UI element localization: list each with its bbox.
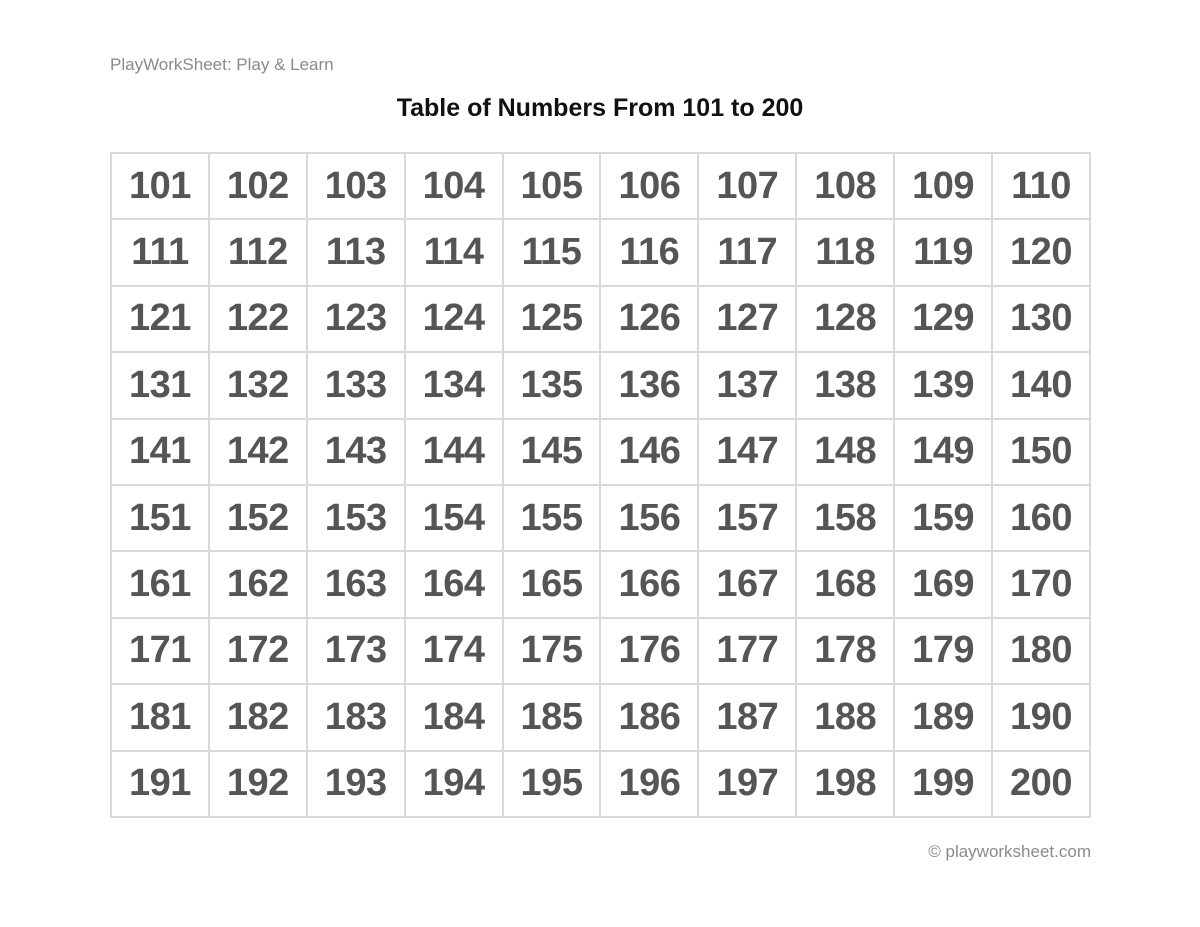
number-cell: 153 [307,485,405,551]
number-cell: 120 [992,219,1090,285]
number-cell: 195 [503,751,601,817]
number-cell: 130 [992,286,1090,352]
number-cell: 190 [992,684,1090,750]
number-cell: 132 [209,352,307,418]
number-cell: 181 [111,684,209,750]
number-cell: 114 [405,219,503,285]
number-cell: 194 [405,751,503,817]
number-cell: 171 [111,618,209,684]
number-cell: 145 [503,419,601,485]
number-cell: 122 [209,286,307,352]
number-cell: 154 [405,485,503,551]
number-cell: 146 [600,419,698,485]
number-cell: 193 [307,751,405,817]
number-cell: 150 [992,419,1090,485]
number-cell: 123 [307,286,405,352]
table-row [111,352,1090,418]
number-cell: 105 [503,153,601,219]
number-cell: 140 [992,352,1090,418]
number-cell: 129 [894,286,992,352]
number-cell: 156 [600,485,698,551]
number-cell: 137 [698,352,796,418]
number-cell: 108 [796,153,894,219]
number-cell: 196 [600,751,698,817]
number-cell: 107 [698,153,796,219]
numbers-table [110,152,1091,818]
number-cell: 183 [307,684,405,750]
number-cell: 200 [992,751,1090,817]
number-cell: 119 [894,219,992,285]
number-cell: 179 [894,618,992,684]
number-cell: 164 [405,551,503,617]
number-cell: 172 [209,618,307,684]
number-cell: 112 [209,219,307,285]
number-cell: 118 [796,219,894,285]
number-cell: 182 [209,684,307,750]
number-cell: 152 [209,485,307,551]
number-cell: 115 [503,219,601,285]
number-cell: 126 [600,286,698,352]
table-row [111,419,1090,485]
number-cell: 142 [209,419,307,485]
number-cell: 175 [503,618,601,684]
number-cell: 162 [209,551,307,617]
number-cell: 125 [503,286,601,352]
number-cell: 177 [698,618,796,684]
numbers-table-body [111,153,1090,817]
table-row [111,153,1090,219]
number-cell: 178 [796,618,894,684]
number-cell: 191 [111,751,209,817]
number-cell: 128 [796,286,894,352]
table-row [111,219,1090,285]
number-cell: 165 [503,551,601,617]
number-cell: 185 [503,684,601,750]
number-cell: 184 [405,684,503,750]
number-cell: 180 [992,618,1090,684]
number-cell: 133 [307,352,405,418]
table-row [111,485,1090,551]
table-row [111,551,1090,617]
number-cell: 174 [405,618,503,684]
number-cell: 141 [111,419,209,485]
number-cell: 106 [600,153,698,219]
number-cell: 188 [796,684,894,750]
number-cell: 116 [600,219,698,285]
copyright-footer: © playworksheet.com [928,842,1091,861]
number-cell: 103 [307,153,405,219]
number-cell: 197 [698,751,796,817]
page-title: Table of Numbers From 101 to 200 [396,94,804,122]
number-cell: 189 [894,684,992,750]
number-cell: 148 [796,419,894,485]
number-cell: 109 [894,153,992,219]
number-cell: 101 [111,153,209,219]
number-cell: 176 [600,618,698,684]
table-row [111,684,1090,750]
number-cell: 147 [698,419,796,485]
number-cell: 173 [307,618,405,684]
number-cell: 127 [698,286,796,352]
number-cell: 157 [698,485,796,551]
number-cell: 121 [111,286,209,352]
number-cell: 199 [894,751,992,817]
number-cell: 163 [307,551,405,617]
number-cell: 144 [405,419,503,485]
number-cell: 139 [894,352,992,418]
number-cell: 170 [992,551,1090,617]
number-cell: 187 [698,684,796,750]
number-cell: 135 [503,352,601,418]
table-row [111,286,1090,352]
brand-label: PlayWorkSheet: Play & Learn [110,55,334,74]
number-cell: 131 [111,352,209,418]
number-cell: 117 [698,219,796,285]
number-cell: 186 [600,684,698,750]
number-cell: 167 [698,551,796,617]
number-cell: 161 [111,551,209,617]
number-cell: 160 [992,485,1090,551]
number-cell: 192 [209,751,307,817]
number-cell: 158 [796,485,894,551]
number-cell: 134 [405,352,503,418]
number-cell: 136 [600,352,698,418]
number-cell: 104 [405,153,503,219]
number-cell: 198 [796,751,894,817]
number-cell: 168 [796,551,894,617]
number-cell: 113 [307,219,405,285]
number-cell: 151 [111,485,209,551]
table-row [111,618,1090,684]
number-cell: 110 [992,153,1090,219]
number-cell: 143 [307,419,405,485]
number-cell: 166 [600,551,698,617]
number-cell: 111 [111,219,209,285]
number-cell: 149 [894,419,992,485]
number-cell: 124 [405,286,503,352]
table-row [111,751,1090,817]
number-cell: 102 [209,153,307,219]
number-cell: 159 [894,485,992,551]
number-cell: 138 [796,352,894,418]
number-cell: 155 [503,485,601,551]
number-cell: 169 [894,551,992,617]
